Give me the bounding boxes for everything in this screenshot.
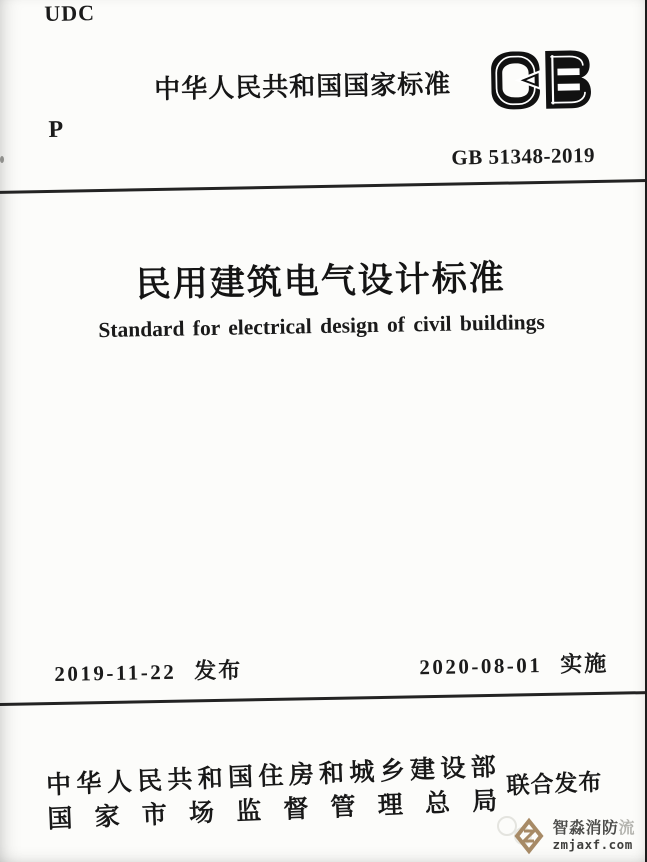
- gb-logo-icon: [489, 47, 592, 113]
- implement-date-group: [419, 647, 609, 681]
- watermark-brand: [552, 821, 635, 838]
- issue-date-group: [54, 654, 242, 688]
- publisher-line-1: 中华人民共和国住房和城乡建设部: [45, 753, 497, 800]
- bottom-rule: [0, 691, 647, 706]
- national-standard-heading: 中华人民共和国国家标准: [153, 68, 452, 105]
- publisher-lines: [46, 753, 498, 834]
- gb-logo-g-glyph: [491, 51, 541, 110]
- implement-date: 2020-08-01: [419, 653, 543, 680]
- top-rule: [0, 179, 647, 194]
- publisher-line-2: 国家市场监督管理总局: [46, 786, 498, 833]
- standard-code: GB 51348-2019: [451, 142, 596, 170]
- watermark-logo-icon: [511, 816, 547, 856]
- gb-logo-b-glyph: [545, 50, 591, 109]
- watermark-brand-suffix: 流: [618, 820, 635, 838]
- document-title-en: Standard for electrical design of civil buildings: [98, 309, 545, 343]
- issue-date: 2019-11-22: [54, 659, 177, 686]
- watermark-text: [552, 821, 635, 851]
- watermark-site: zmjaxf.com: [552, 836, 633, 852]
- dates-row: [54, 647, 608, 688]
- watermark-brand-main: 智淼消防: [552, 820, 619, 838]
- joint-publish-label: 联合发布: [505, 768, 603, 799]
- issue-label: 发布: [193, 657, 243, 684]
- implement-label: 实施: [560, 650, 609, 677]
- scan-speck: [0, 156, 4, 163]
- watermark: [511, 816, 635, 856]
- classification-code: P: [48, 116, 64, 143]
- udc-label: UDC: [44, 0, 96, 27]
- document-title-cn: 民用建筑电气设计标准: [135, 258, 507, 305]
